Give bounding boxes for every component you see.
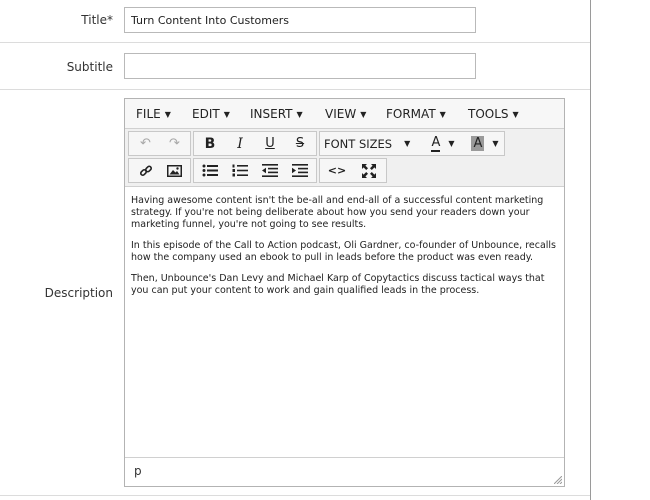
description-label: Description — [44, 286, 113, 300]
list-indent-group — [193, 158, 317, 183]
menu-label: EDIT — [192, 107, 220, 121]
numbered-list-icon — [232, 164, 248, 177]
strikethrough-icon: S — [295, 136, 305, 151]
caret-down-icon: ▼ — [223, 110, 230, 119]
font-sizes-label: FONT SIZES — [324, 136, 393, 151]
menu-label: VIEW — [325, 107, 357, 121]
code-fullscreen-group — [319, 158, 387, 183]
background-color-button[interactable] — [466, 132, 504, 155]
background-color-icon: A — [473, 136, 483, 151]
content-paragraph: Then, Unbounce's Dan Levy and Michael Karp of Copytactics discuss tactical ways that you can put your content to work and gain qualified leads in the process. — [131, 273, 545, 296]
source-code-button[interactable] — [322, 159, 352, 182]
title-input[interactable] — [124, 7, 476, 33]
menu-label: FILE — [136, 107, 161, 121]
insert-group — [128, 158, 191, 183]
content-paragraph: Having awesome content isn't the be-all and end-all of a successful content marketing strategy. If you're not being deliberate about how you send your readers down your marketing funnel, you're not going to see results. — [131, 195, 544, 230]
caret-down-icon: ▼ — [439, 110, 446, 119]
menu-edit[interactable] — [192, 107, 230, 121]
rich-text-editor — [124, 98, 565, 487]
italic-icon: I — [237, 135, 243, 152]
page-right-border — [590, 0, 591, 500]
divider — [0, 89, 590, 90]
element-path[interactable]: p — [134, 464, 142, 478]
menu-view[interactable] — [325, 107, 366, 121]
redo-button[interactable] — [161, 132, 188, 155]
caret-down-icon: ▼ — [296, 110, 303, 119]
link-icon — [139, 164, 153, 178]
link-button[interactable] — [132, 159, 159, 182]
font-group — [319, 131, 505, 156]
subtitle-input[interactable] — [124, 53, 476, 79]
menu-file[interactable] — [136, 107, 171, 121]
image-button[interactable] — [161, 159, 188, 182]
italic-button[interactable] — [226, 132, 254, 155]
text-style-group — [193, 131, 317, 156]
text-color-icon: A — [431, 134, 441, 150]
editor-menubar — [125, 99, 564, 129]
title-label: Title* — [81, 13, 113, 27]
menu-label: FORMAT — [386, 107, 436, 121]
editor-statusbar — [125, 457, 564, 486]
outdent-button[interactable] — [256, 159, 284, 182]
code-icon: <> — [327, 164, 347, 177]
caret-down-icon: ▼ — [492, 139, 499, 148]
bold-button[interactable] — [196, 132, 224, 155]
divider — [0, 42, 590, 43]
undo-icon: ↶ — [140, 136, 151, 151]
fullscreen-icon — [362, 164, 376, 178]
caret-down-icon: ▼ — [404, 139, 411, 148]
bullet-list-button[interactable] — [196, 159, 224, 182]
caret-down-icon: ▼ — [360, 110, 367, 119]
menu-format[interactable] — [386, 107, 446, 121]
indent-button[interactable] — [286, 159, 314, 182]
redo-icon: ↷ — [169, 136, 180, 151]
subtitle-label: Subtitle — [66, 60, 113, 74]
bold-icon: B — [204, 135, 216, 152]
toolbar-divider — [125, 186, 564, 187]
undo-button[interactable] — [132, 132, 159, 155]
history-group — [128, 131, 191, 156]
editor-toolbar — [125, 129, 564, 186]
bullet-list-icon — [202, 164, 218, 177]
underline-icon: U — [265, 136, 275, 151]
resize-handle-icon[interactable] — [554, 476, 562, 484]
indent-icon — [292, 164, 308, 177]
underline-button[interactable] — [256, 132, 284, 155]
menu-label: INSERT — [250, 107, 293, 121]
image-icon — [167, 165, 182, 177]
font-sizes-dropdown[interactable] — [324, 132, 420, 155]
content-paragraph: In this episode of the Call to Action podcast, Oli Gardner, co-founder of Unbounce, recalls how the company used an ebook to pull in leads before the product was even ready. — [131, 240, 557, 263]
outdent-icon — [262, 164, 278, 177]
caret-down-icon: ▼ — [164, 110, 171, 119]
caret-down-icon: ▼ — [448, 139, 455, 148]
editor-content-area[interactable] — [131, 195, 556, 306]
menu-label: TOOLS — [468, 107, 509, 121]
menu-tools[interactable] — [468, 107, 519, 121]
fullscreen-button[interactable] — [354, 159, 384, 182]
text-color-button[interactable] — [424, 132, 462, 155]
numbered-list-button[interactable] — [226, 159, 254, 182]
divider — [0, 495, 590, 496]
menu-insert[interactable] — [250, 107, 303, 121]
caret-down-icon: ▼ — [512, 110, 519, 119]
strikethrough-button[interactable] — [286, 132, 314, 155]
